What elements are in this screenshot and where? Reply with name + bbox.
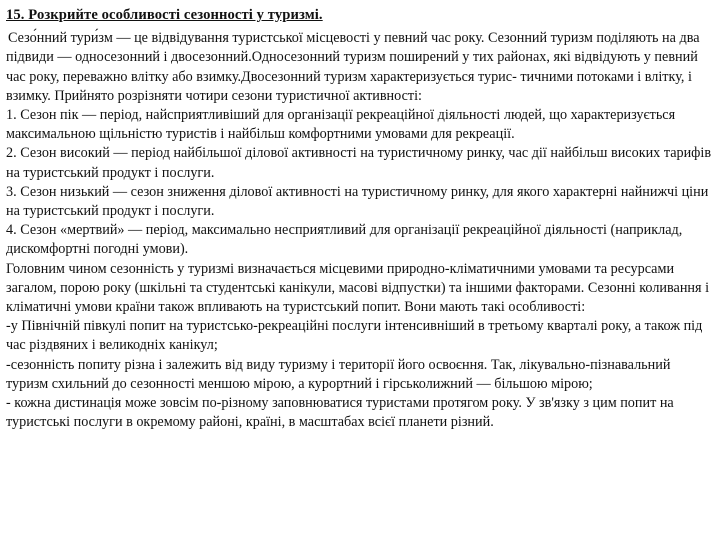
season-low-item: 3. Сезон низький — сезон зниження ділової активності на туристичному ринку, для якого характерні найнижчі ціни на туристський продукт і послуги. [6,183,709,220]
feature-destination: - кожна дистинація може зовсім по-різному заповнюватися туристами протягом року. У зв'язку з цим попит на туристські послуги в окремому районі, країні, в масштабах всієї планети різний. [6,395,674,431]
feature-tourism-type: -сезонність попиту різна і залежить від виду туризму і території його освоєння. Так, лікувально-пізнавальний туризм схильний до сезонності меншою мірою, а курортний і гірськолижний — більшою мірою; [6,356,671,392]
question-title: 15. Розкрийте особливості сезонності у туризмі. [6,7,323,23]
feature-northern-hemisphere: -у Північній півкулі попит на туристсько-рекреаційні послуги інтенсивніший в третьому кварталі року, а також під час різдвяних і великодніх канікул; [6,318,703,354]
season-peak-item: 1. Сезон пік — період, найсприятливіший для організації рекреаційної діяльності людей, що характеризується максимальною щільністю туристів і найбільш комфортними умовами для рекреації. [6,107,676,143]
intro-paragraph: Сезо́нний тури́зм — це відвідування туристської місцевості у певний час року. Сезонний туризм поділяють на два підвиди — односезонний і двосезонний.Односезонний туризм поширений у тих районах, які відвідують у певний час року, переважно влітку або взимку.Двосезонний туризм характеризується турис- тичними потоками і влітку, і взимку. Прийнято розрізняти чотири сезони туристичної активності: [6,30,700,104]
season-dead-item: 4. Сезон «мертвий» — період, максимально несприятливий для організації рекреаційної діяльності (наприклад, дискомфортні погодні умови). [6,222,683,258]
document-page [6,6,712,432]
factors-paragraph: Головним чином сезонність у туризмі визначається місцевими природно-кліматичними умовами та ресурсами загалом, порою року (шкільні та студентські канікули, масові відпустки) та іншими факторами. Сезонні коливання і кліматичні умови країни також впливають на туристський попит. Вони мають такі особливості: [6,260,710,316]
season-high-item: 2. Сезон високий — період найбільшої ділової активності на туристичному ринку, час дії найбільш високих тарифів на туристський продукт і послуги. [6,145,712,181]
